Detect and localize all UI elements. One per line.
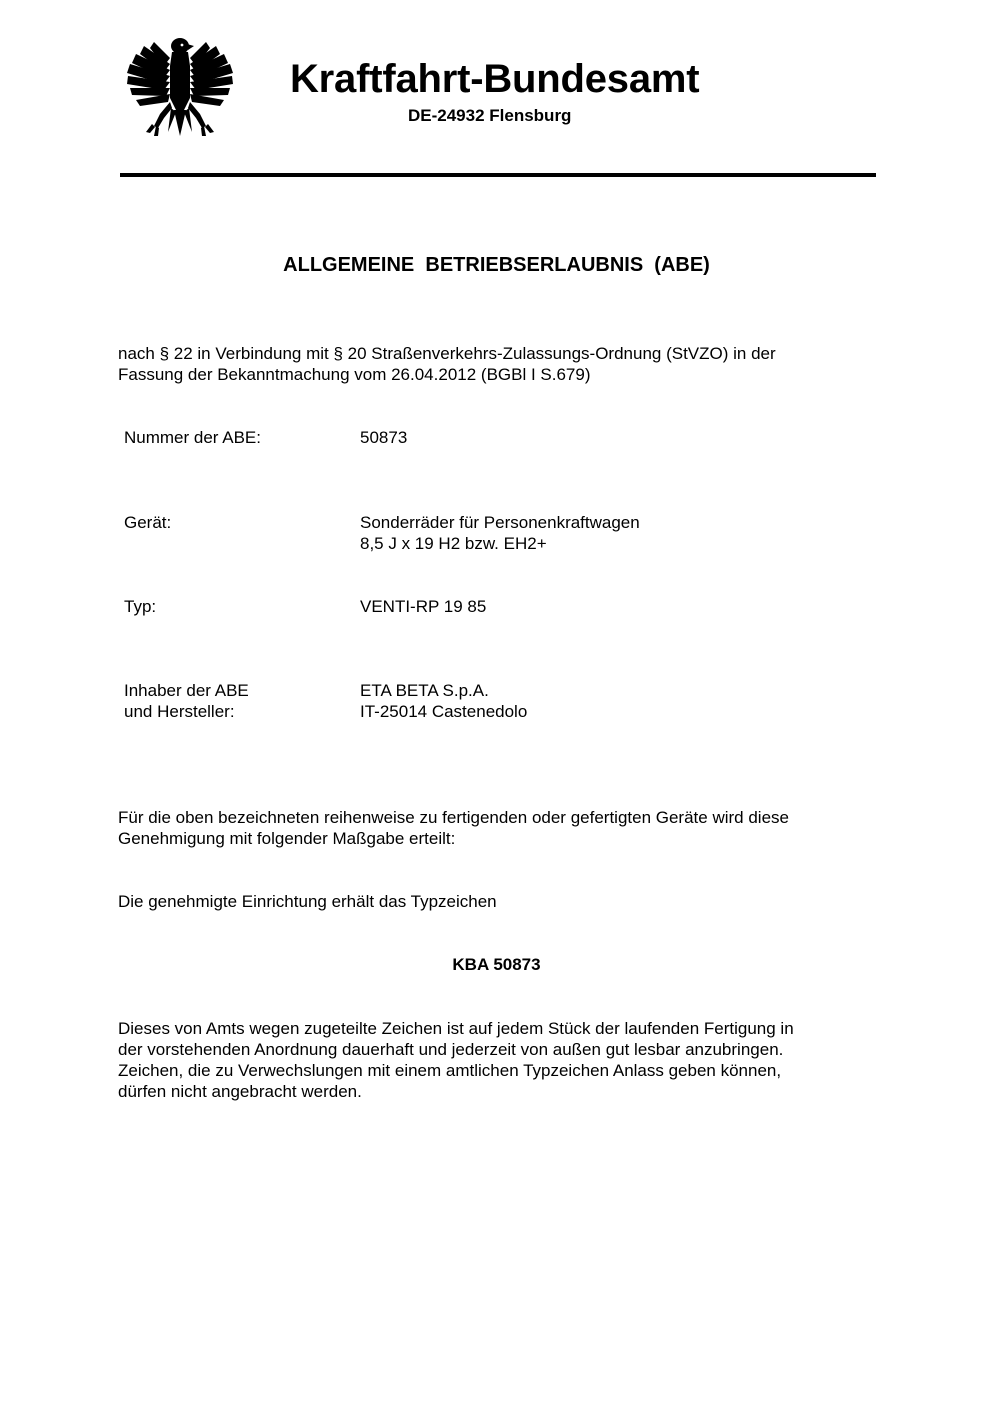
type-mark: KBA 50873 (452, 955, 541, 974)
holder-label (124, 680, 249, 722)
abe-number-value: 50873 (360, 428, 408, 447)
device-value-line: Sonderräder für Personenkraftwagen (360, 513, 640, 532)
holder-value (360, 680, 527, 722)
device-value (360, 512, 640, 554)
marking-paragraph-line: dürfen nicht angebracht werden. (118, 1082, 362, 1101)
type-mark-intro: Die genehmigte Einrichtung erhält das Typzeichen (118, 892, 497, 911)
organization-address: DE-24932 Flensburg (408, 106, 572, 125)
holder-value-line: ETA BETA S.p.A. (360, 681, 489, 700)
marking-paragraph-line: Dieses von Amts wegen zugeteilte Zeichen ist auf jedem Stück der laufenden Fertigung in (118, 1019, 794, 1038)
marking-paragraph-line: Zeichen, die zu Verwechslungen mit einem amtlichen Typzeichen Anlass geben können, (118, 1061, 782, 1080)
abe-number-label: Nummer der ABE: (124, 428, 261, 447)
legal-basis-line: Fassung der Bekanntmachung vom 26.04.2012 (BGBl I S.679) (118, 365, 591, 384)
type-label: Typ: (124, 597, 157, 616)
approval-paragraph (118, 807, 789, 849)
approval-paragraph-line: Für die oben bezeichneten reihenweise zu fertigenden oder gefertigten Geräte wird diese (118, 808, 789, 827)
holder-value-line: IT-25014 Castenedolo (360, 702, 528, 721)
document-title: ALLGEMEINE BETRIEBSERLAUBNIS (ABE) (283, 254, 710, 276)
device-label: Gerät: (124, 513, 172, 532)
marking-requirements-paragraph (118, 1018, 794, 1102)
type-value: VENTI-RP 19 85 (360, 597, 487, 616)
federal-eagle-icon (124, 36, 236, 140)
holder-label-line: Inhaber der ABE (124, 681, 249, 700)
device-value-line: 8,5 J x 19 H2 bzw. EH2+ (360, 534, 547, 553)
organization-title: Kraftfahrt-Bundesamt (290, 57, 700, 101)
holder-label-line: und Hersteller: (124, 702, 235, 721)
header-divider (120, 173, 876, 177)
marking-paragraph-line: der vorstehenden Anordnung dauerhaft und jederzeit von außen gut lesbar anzubringen. (118, 1040, 784, 1059)
legal-basis-paragraph (118, 343, 776, 385)
legal-basis-line: nach § 22 in Verbindung mit § 20 Straßenverkehrs-Zulassungs-Ordnung (StVZO) in der (118, 344, 776, 363)
approval-paragraph-line: Genehmigung mit folgender Maßgabe erteilt: (118, 829, 456, 848)
